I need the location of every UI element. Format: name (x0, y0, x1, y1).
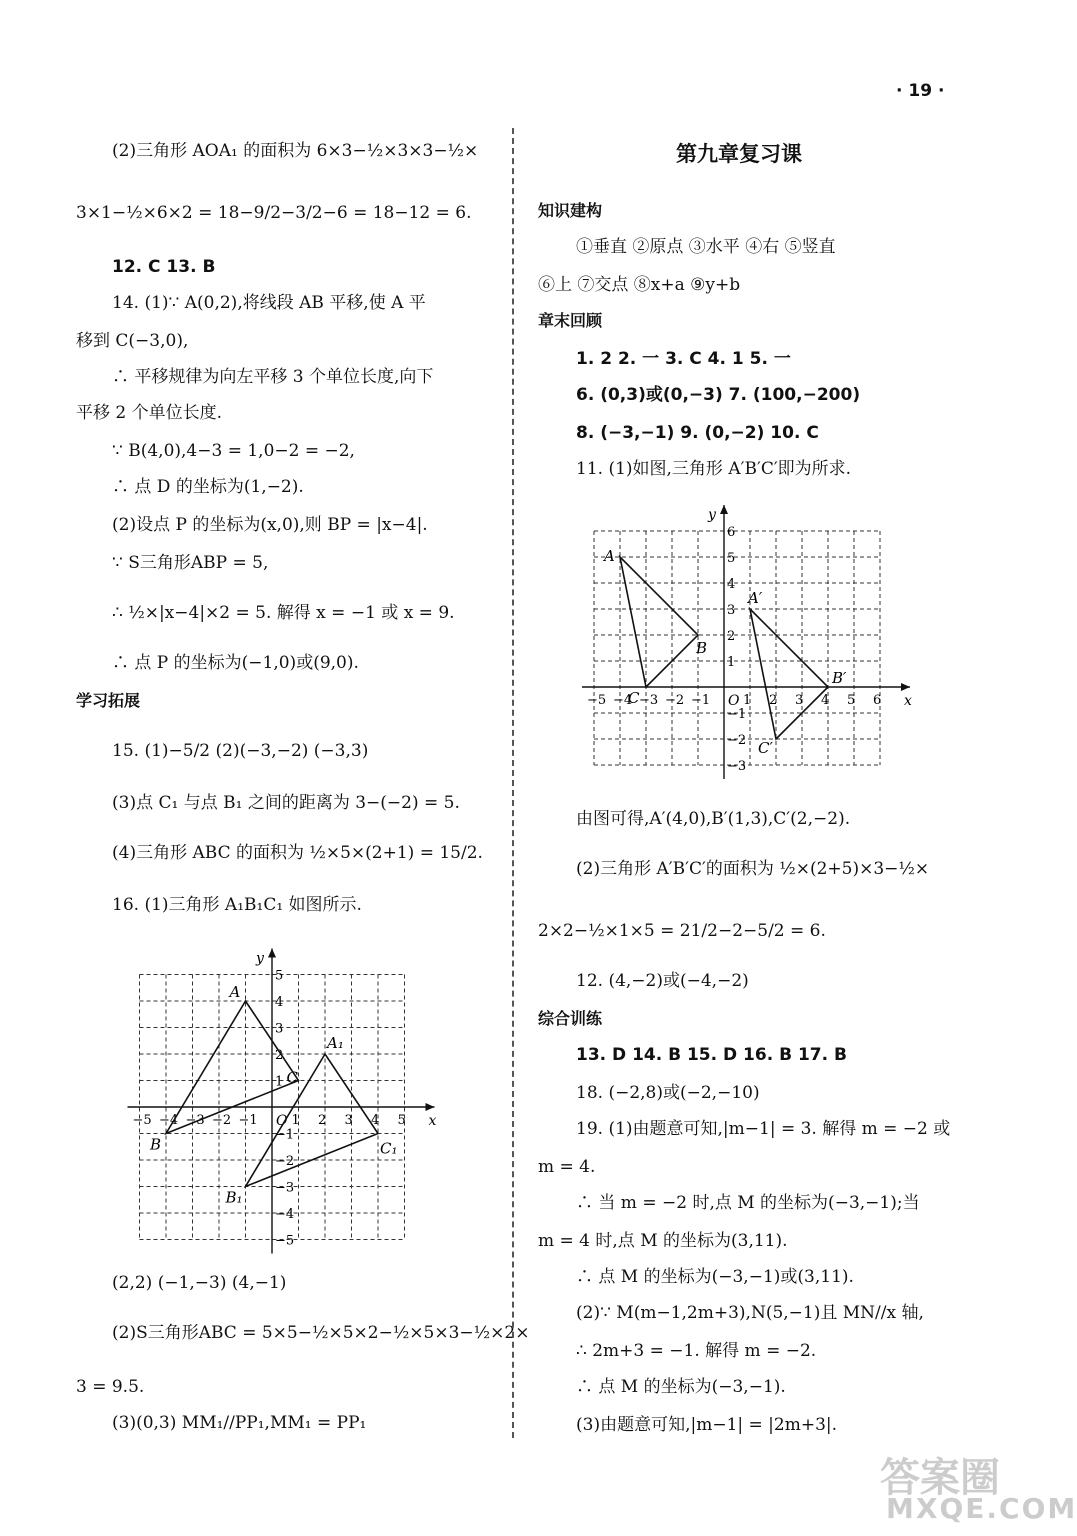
x-axis-label: x (428, 1113, 437, 1129)
left-line-3: 12. C 13. B (112, 257, 216, 277)
x-tick-label: 3 (795, 693, 804, 708)
x-tick-label: −1 (691, 693, 711, 708)
x-tick-label: −3 (185, 1113, 205, 1128)
left-line-16: (4)三角形 ABC 的面积为 ½×5×(2+1) = 15/2. (112, 843, 483, 863)
left-line-20: 3 = 9.5. (76, 1377, 145, 1397)
right-line-7: 由图可得,A′(4,0),B′(1,3),C′(2,−2). (576, 809, 851, 829)
y-tick-label: −3 (275, 1180, 295, 1196)
x-tick-label: −4 (613, 693, 633, 708)
vertex-label-A: A (604, 547, 615, 565)
x-tick-label: 4 (821, 693, 830, 708)
vertex-label-C1: C₁ (380, 1139, 398, 1158)
watermark-logo: 答案圈 (880, 1455, 1000, 1501)
y-axis-arrow (720, 505, 728, 514)
left-line-4: 14. (1)∵ A(0,2),将线段 AB 平移,使 A 平 (112, 293, 426, 313)
x-tick-label: 2 (769, 693, 778, 708)
left-line-8: ∵ B(4,0),4−3 = 1,0−2 = −2, (112, 441, 355, 461)
y-tick-label: 1 (275, 1074, 284, 1090)
x-tick-label: 5 (397, 1113, 406, 1128)
y-tick-label: 4 (275, 995, 284, 1010)
x-tick-label: 4 (371, 1113, 380, 1128)
coordinate-graph-11 (570, 495, 920, 795)
right-line-5: 8. (−3,−1) 9. (0,−2) 10. C (576, 423, 819, 443)
vertex-label-C: C (628, 689, 640, 707)
right-line-10: 12. (4,−2)或(−4,−2) (576, 971, 749, 991)
y-tick-label: −3 (727, 759, 747, 774)
y-axis-arrow (268, 949, 276, 958)
y-tick-label: 2 (275, 1048, 284, 1063)
column-divider (512, 128, 514, 1438)
x-axis-label: x (904, 693, 912, 709)
section-heading-comprehensive: 综合训练 (538, 1009, 603, 1028)
vertex-label-B1: B₁ (225, 1188, 243, 1207)
triangle-image (246, 1054, 379, 1187)
right-line-4: 6. (0,3)或(0,−3) 7. (100,−200) (576, 385, 861, 405)
x-tick-label: −2 (665, 693, 685, 708)
right-line-19: ∴ 2m+3 = −1. 解得 m = −2. (576, 1341, 817, 1361)
origin-label: O (728, 693, 740, 709)
right-line-15: ∴ 当 m = −2 时,点 M 的坐标为(−3,−1);当 (576, 1193, 920, 1213)
right-line-11: 13. D 14. B 15. D 16. B 17. B (576, 1045, 847, 1065)
x-tick-label: −4 (159, 1113, 179, 1128)
vertex-label-C1: C′ (758, 739, 773, 757)
x-tick-label: −2 (212, 1113, 232, 1128)
vertex-label-B: B (150, 1135, 162, 1154)
y-tick-label: 5 (275, 968, 284, 984)
left-line-1: (2)三角形 AOA₁ 的面积为 6×3−½×3×3−½× (112, 141, 479, 161)
right-line-14: m = 4. (538, 1157, 596, 1177)
vertex-label-B1: B′ (832, 669, 847, 687)
left-line-21: (3)(0,3) MM₁//PP₁,MM₁ = PP₁ (112, 1413, 367, 1433)
right-line-8: (2)三角形 A′B′C′的面积为 ½×(2+5)×3−½× (576, 859, 930, 879)
y-tick-label: 6 (727, 525, 736, 540)
left-line-17: 16. (1)三角形 A₁B₁C₁ 如图所示. (112, 895, 362, 915)
x-tick-label: 6 (873, 693, 882, 708)
x-tick-label: 1 (743, 693, 752, 708)
y-tick-label: −2 (275, 1154, 295, 1169)
right-line-3: 1. 2 2. 一 3. C 4. 1 5. 一 (576, 349, 791, 369)
right-line-18: (2)∵ M(m−1,2m+3),N(5,−1)且 MN//x 轴, (576, 1303, 924, 1323)
section-heading-knowledge: 知识建构 (538, 201, 603, 220)
y-tick-label: 3 (275, 1021, 284, 1037)
section-heading-review: 章末回顾 (538, 311, 603, 330)
left-line-19: (2)S三角形ABC = 5×5−½×5×2−½×5×3−½×2× (112, 1323, 530, 1343)
left-line-9: ∴ 点 D 的坐标为(1,−2). (112, 477, 304, 497)
left-line-18: (2,2) (−1,−3) (4,−1) (112, 1273, 287, 1293)
left-line-12: ∴ ½×|x−4|×2 = 5. 解得 x = −1 或 x = 9. (112, 603, 455, 623)
page-number: · 19 · (896, 81, 945, 101)
left-line-10: (2)设点 P 的坐标为(x,0),则 BP = |x−4|. (112, 515, 428, 535)
triangle-abc (620, 557, 698, 687)
x-axis-arrow (426, 1103, 435, 1111)
right-line-6: 11. (1)如图,三角形 A′B′C′即为所求. (576, 459, 852, 479)
y-tick-label: 4 (727, 577, 736, 592)
x-tick-label: 3 (344, 1113, 353, 1128)
vertex-label-A1: A′ (748, 589, 763, 607)
y-tick-label: −2 (727, 733, 747, 748)
vertex-label-A1: A₁ (327, 1034, 344, 1052)
right-line-2: ⑥上 ⑦交点 ⑧x+a ⑨y+b (538, 275, 741, 295)
x-tick-label: −1 (238, 1113, 258, 1128)
right-line-12: 18. (−2,8)或(−2,−10) (576, 1083, 760, 1103)
chapter-title: 第九章复习课 (676, 142, 802, 166)
y-axis-label: y (708, 507, 716, 523)
right-line-16: m = 4 时,点 M 的坐标为(3,11). (538, 1231, 788, 1251)
left-line-15: (3)点 C₁ 与点 B₁ 之间的距离为 3−(−2) = 5. (112, 793, 460, 813)
x-tick-label: 1 (291, 1113, 300, 1128)
y-tick-label: −4 (275, 1207, 295, 1222)
x-tick-label: 5 (847, 693, 856, 708)
x-tick-label: −3 (639, 693, 659, 708)
y-tick-label: 2 (727, 629, 736, 644)
right-line-9: 2×2−½×1×5 = 21/2−2−5/2 = 6. (538, 921, 826, 941)
watermark-url: MXQE.COM (886, 1492, 1077, 1525)
y-tick-label: 3 (727, 603, 736, 618)
vertex-label-C: C (286, 1068, 298, 1087)
y-tick-label: −1 (727, 707, 747, 722)
left-line-7: 平移 2 个单位长度. (76, 403, 223, 423)
y-tick-label: −1 (275, 1127, 295, 1143)
coordinate-graph-16 (120, 935, 437, 1255)
y-tick-label: 5 (727, 551, 736, 566)
left-line-14: 15. (1)−5/2 (2)(−3,−2) (−3,3) (112, 741, 369, 761)
x-tick-label: 2 (318, 1113, 327, 1128)
x-tick-label: −5 (132, 1113, 152, 1128)
left-line-11: ∵ S三角形ABP = 5, (112, 553, 269, 573)
x-axis-arrow (901, 683, 910, 691)
right-line-13: 19. (1)由题意可知,|m−1| = 3. 解得 m = −2 或 (576, 1119, 951, 1139)
left-line-6: ∴ 平移规律为向左平移 3 个单位长度,向下 (112, 367, 434, 387)
triangle-image (750, 609, 828, 739)
origin-label: O (276, 1113, 288, 1129)
vertex-label-B: B (696, 639, 708, 657)
right-line-1: ①垂直 ②原点 ③水平 ④右 ⑤竖直 (576, 237, 836, 257)
left-line-13: ∴ 点 P 的坐标为(−1,0)或(9,0). (112, 653, 359, 673)
right-line-21: (3)由题意可知,|m−1| = |2m+3|. (576, 1415, 838, 1435)
left-line-2: 3×1−½×6×2 = 18−9/2−3/2−6 = 18−12 = 6. (76, 203, 472, 223)
left-line-5: 移到 C(−3,0), (76, 331, 189, 351)
x-tick-label: −5 (587, 693, 607, 708)
vertex-label-A: A (229, 983, 241, 1001)
right-line-20: ∴ 点 M 的坐标为(−3,−1). (576, 1377, 786, 1397)
y-tick-label: 1 (727, 655, 736, 670)
y-tick-label: −5 (275, 1233, 295, 1249)
y-axis-label: y (256, 950, 264, 967)
right-line-17: ∴ 点 M 的坐标为(−3,−1)或(3,11). (576, 1267, 854, 1287)
section-heading-study-expansion: 学习拓展 (76, 691, 141, 710)
